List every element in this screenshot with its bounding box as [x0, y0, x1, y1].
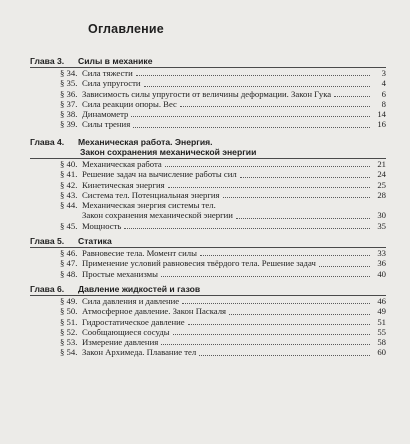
entry-page: 16 — [377, 119, 386, 130]
entry-page: 4 — [381, 78, 386, 89]
entry-title: Решение задач на вычисление работы сил — [82, 169, 237, 180]
entry-title: Измерение давления — [82, 337, 159, 348]
entry-number: § 36. — [60, 88, 78, 99]
toc-entry[interactable] — [30, 337, 386, 347]
entry-title-line2: Закон сохранения механической энергии — [82, 210, 233, 221]
entry-number: § 42. — [60, 179, 78, 190]
entry-number: § 51. — [60, 316, 78, 327]
chapter-heading — [30, 284, 386, 294]
entry-page: 3 — [381, 68, 386, 78]
dot-leader — [188, 324, 370, 325]
toc-entry[interactable] — [30, 221, 386, 231]
chapter-title: Силы в механике — [78, 56, 153, 66]
toc-entry[interactable] — [30, 296, 386, 306]
chapter-6 — [30, 284, 386, 358]
chapter-heading — [30, 56, 386, 66]
dot-leader — [236, 218, 370, 219]
chapter-title: Давление жидкостей и газов — [78, 284, 201, 294]
toc-entry[interactable] — [30, 68, 386, 78]
entry-number: § 39. — [60, 119, 78, 130]
toc-entry[interactable] — [30, 190, 386, 200]
entry-number: § 43. — [60, 189, 78, 200]
chapter-subtitle: Закон сохранения механической энергии — [80, 147, 257, 157]
chapter-label: Глава 3. — [30, 56, 65, 66]
toc-entry[interactable] — [30, 248, 386, 258]
entry-title: Сила давления и давление — [82, 296, 180, 306]
toc-entry[interactable] — [30, 347, 386, 357]
toc-entry-continuation[interactable] — [30, 210, 386, 220]
entry-number: § 44. — [60, 200, 78, 211]
entry-page: 8 — [381, 98, 386, 109]
toc-entry[interactable] — [30, 119, 386, 129]
chapter-label: Глава 5. — [30, 236, 65, 246]
entry-number: § 34. — [60, 68, 78, 78]
entry-number: § 46. — [60, 248, 78, 258]
dot-leader — [161, 276, 370, 277]
toc-entry[interactable] — [30, 99, 386, 109]
dot-leader — [131, 116, 370, 117]
entry-title: Механическая работа — [82, 159, 162, 169]
entry-number: § 40. — [60, 159, 78, 169]
entry-number: § 54. — [60, 347, 78, 358]
entry-number: § 48. — [60, 268, 78, 279]
dot-leader — [168, 187, 370, 188]
toc-entry[interactable] — [30, 327, 386, 337]
chapter-5 — [30, 236, 386, 279]
entry-page: 28 — [377, 189, 386, 200]
entry-page: 24 — [377, 169, 386, 180]
entry-page: 14 — [377, 109, 386, 120]
dot-leader — [161, 344, 370, 345]
entry-page: 51 — [377, 316, 386, 327]
entry-number: § 41. — [60, 169, 78, 180]
entry-page: 21 — [377, 159, 386, 169]
chapter-label: Глава 6. — [30, 284, 65, 294]
toc-entry[interactable] — [30, 109, 386, 119]
entry-number: § 37. — [60, 98, 78, 109]
entry-page: 40 — [377, 268, 386, 279]
page-title: Оглавление — [88, 22, 164, 36]
toc-entry[interactable] — [30, 200, 386, 210]
chapter-4 — [30, 137, 386, 231]
entry-title: Атмосферное давление. Закон Паскаля — [82, 306, 227, 317]
entry-title: Мощность — [82, 220, 122, 231]
entry-title: Механическая энергия системы тел. — [82, 200, 216, 211]
entry-page: 49 — [377, 306, 386, 317]
dot-leader — [229, 314, 370, 315]
entry-page: 46 — [377, 296, 386, 306]
entry-number: § 35. — [60, 78, 78, 89]
dot-leader — [334, 96, 370, 97]
entry-page: 25 — [377, 179, 386, 190]
entry-page: 33 — [377, 248, 386, 258]
toc-entry[interactable] — [30, 269, 386, 279]
entry-page: 30 — [377, 210, 386, 221]
toc-entry[interactable] — [30, 306, 386, 316]
toc-entry[interactable] — [30, 317, 386, 327]
dot-leader — [182, 303, 370, 304]
entry-title: Гидростатическое давление — [82, 316, 185, 327]
chapter-title: Механическая работа. Энергия. — [78, 137, 213, 147]
dot-leader — [124, 228, 370, 229]
entry-title: Силы трения — [82, 119, 131, 130]
entry-page: 35 — [377, 220, 386, 231]
entry-title: Динамометр — [82, 109, 129, 120]
toc-entry[interactable] — [30, 180, 386, 190]
entry-number: § 53. — [60, 337, 78, 348]
entry-number: § 50. — [60, 306, 78, 317]
dot-leader — [199, 355, 370, 356]
dot-leader — [223, 197, 370, 198]
dot-leader — [173, 334, 370, 335]
toc-entry[interactable] — [30, 159, 386, 169]
chapter-title-block — [78, 137, 386, 157]
entry-title: Равновесие тела. Момент силы — [82, 248, 197, 258]
dot-leader — [200, 255, 370, 256]
entry-title: Сообщающиеся сосуды — [82, 326, 170, 337]
entry-title: Сила упругости — [82, 78, 141, 89]
chapter-title: Статика — [78, 236, 112, 246]
chapter-heading — [30, 236, 386, 246]
entry-number: § 38. — [60, 109, 78, 120]
entry-page: 55 — [377, 326, 386, 337]
entry-title: Простые механизмы — [82, 268, 158, 279]
entry-title: Зависимость силы упругости от величины деформации. Закон Гука — [82, 88, 332, 99]
toc-entry[interactable] — [30, 169, 386, 179]
entry-page: 6 — [381, 88, 386, 99]
entry-number: § 47. — [60, 258, 78, 269]
dot-leader — [319, 266, 370, 267]
chapter-heading — [30, 137, 386, 157]
entry-page: 36 — [377, 258, 386, 269]
entry-page: 58 — [377, 337, 386, 348]
entry-title: Применение условий равновесия твёрдого тела. Решение задач — [82, 258, 316, 269]
toc-entry[interactable] — [30, 89, 386, 99]
toc-entry[interactable] — [30, 258, 386, 268]
entry-number: § 49. — [60, 296, 78, 306]
chapter-3 — [30, 56, 386, 130]
entry-page: 60 — [377, 347, 386, 358]
dot-leader — [133, 127, 370, 128]
entry-title: Кинетическая энергия — [82, 179, 165, 190]
dot-leader — [136, 75, 370, 76]
dot-leader — [180, 106, 370, 107]
toc-entry[interactable] — [30, 78, 386, 88]
dot-leader — [165, 166, 370, 167]
dot-leader — [144, 86, 370, 87]
entry-title: Закон Архимеда. Плавание тел — [82, 347, 197, 358]
entry-number: § 45. — [60, 220, 78, 231]
chapter-label: Глава 4. — [30, 137, 65, 147]
dot-leader — [240, 177, 370, 178]
entry-title: Сила реакции опоры. Вес — [82, 98, 177, 109]
entry-title: Сила тяжести — [82, 68, 133, 78]
entry-number: § 52. — [60, 326, 78, 337]
entry-title: Система тел. Потенциальная энергия — [82, 189, 220, 200]
